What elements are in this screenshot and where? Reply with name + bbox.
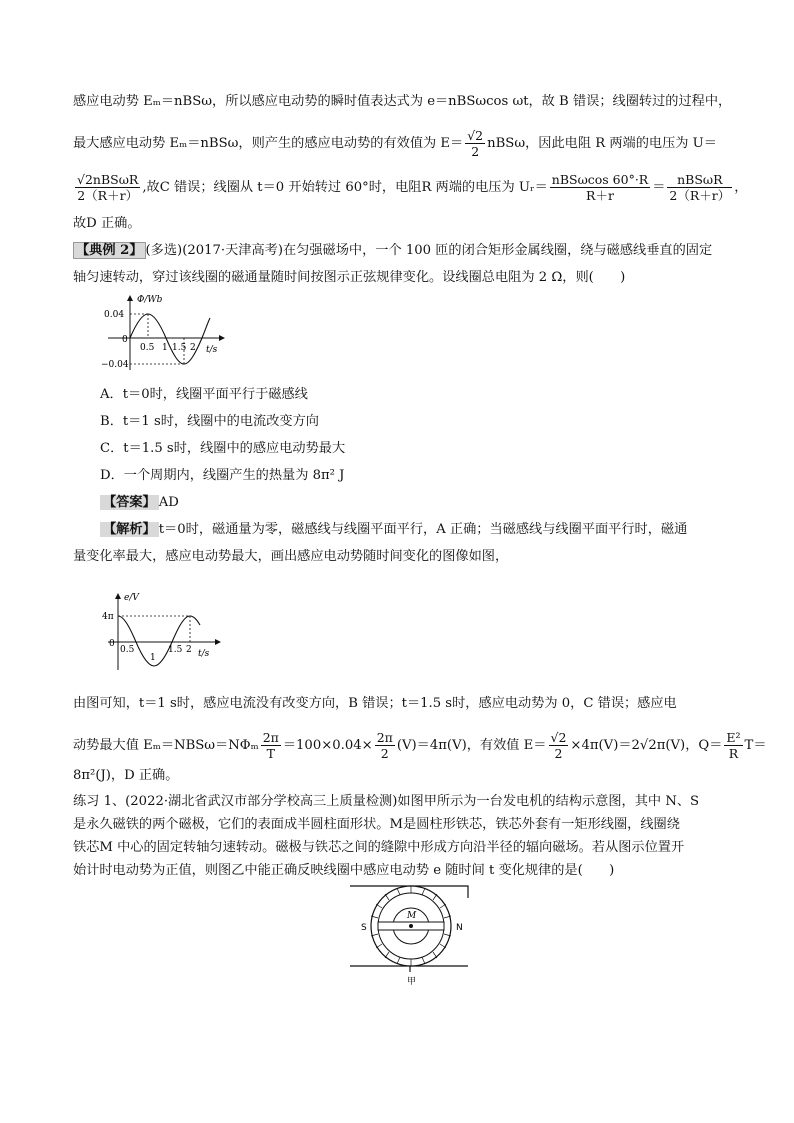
denominator: 2 xyxy=(380,746,389,761)
emf-time-graph xyxy=(100,590,226,670)
fraction xyxy=(724,730,742,761)
text-span: t＝0时，磁通量为零，磁感线与线圈平面平行，A 正确；当磁感线与线圈平面平行时，磁通 xyxy=(158,522,688,537)
numerator: √2 xyxy=(550,730,567,745)
text-span: ＝100×0.04× xyxy=(282,738,373,753)
text-line: 由图可知，t＝1 s时，感应电流没有改变方向，B 错误；t＝1.5 s时，感应电动势为 0，C 错误；感应电 xyxy=(73,696,677,711)
fraction xyxy=(667,172,732,203)
option-b: B．t＝1 s时，线圈中的电流改变方向 xyxy=(100,414,319,429)
text-span: T＝ xyxy=(744,738,767,753)
answer-text: AD xyxy=(158,495,179,510)
text-line: 铁芯M 中心的固定转轴匀速转动。磁极与铁芯之间的缝隙中形成方向沿半径的辐向磁场。若从图示位置开 xyxy=(73,840,685,855)
denominator: 2 xyxy=(554,746,563,761)
denominator: 2（R＋r） xyxy=(77,188,139,203)
numerator: 2π xyxy=(262,730,279,745)
y-tick: 0.04 xyxy=(104,310,125,320)
diagram-caption: 甲 xyxy=(407,977,417,987)
denominator: R xyxy=(728,746,739,761)
generator-diagram xyxy=(340,880,480,988)
fraction xyxy=(550,172,650,203)
y-tick: 4π xyxy=(102,612,114,622)
text-line xyxy=(100,520,687,540)
denominator: 2 xyxy=(471,144,480,159)
text-span: ×4π(V)＝2√2π(V)，Q＝ xyxy=(570,738,723,753)
numerator: nBSωcos 60°·R xyxy=(551,172,649,187)
fraction xyxy=(261,730,281,761)
fraction xyxy=(465,128,485,159)
x-tick: 2 xyxy=(186,645,192,655)
text-line: 8π²(J)，D 正确。 xyxy=(73,768,179,783)
denominator: 2（R＋r） xyxy=(669,188,731,203)
x-tick: 2 xyxy=(190,343,196,353)
text-span: nBSω，因此电阻 R 两端的电压为 U＝ xyxy=(487,136,717,151)
x-tick: 1 xyxy=(150,653,156,663)
fraction xyxy=(549,730,569,761)
flux-time-graph xyxy=(100,292,230,374)
option-c: C．t＝1.5 s时，线圈中的感应电动势最大 xyxy=(100,441,346,456)
text-line: 感应电动势 Eₘ＝nBSω，所以感应电动势的瞬时值表达式为 e＝nBSωcos ωt，故 B 错误；线圈转过的过程中， xyxy=(73,94,732,109)
numerator: √2 xyxy=(467,128,484,143)
example-tag: 【典例 2】 xyxy=(73,242,146,259)
analysis-tag: 【解析】 xyxy=(100,522,159,537)
text-span: ， xyxy=(734,180,748,195)
text-line: 是永久磁铁的两个磁极，它们的表面成半圆柱面形状。M是圆柱形铁芯，铁芯外套有一矩形线圈，线圈绕 xyxy=(73,817,680,832)
text-line: 轴匀速转动，穿过该线圈的磁通量随时间按图示正弦规律变化。设线圈总电阻为 2 Ω，则( ) xyxy=(73,270,626,285)
text-line xyxy=(73,241,712,261)
origin-label: 0 xyxy=(122,335,128,345)
option-a: A．t＝0时，线圈平面平行于磁感线 xyxy=(100,387,308,402)
fraction xyxy=(75,172,140,203)
x-axis-label: t/s xyxy=(206,345,218,355)
text-span: ,故C 错误；线圈从 t＝0 开始转过 60°时，电阻R 两端的电压为 Uᵣ＝ xyxy=(142,180,548,195)
x-tick: 0.5 xyxy=(120,645,135,655)
y-axis-label: e/V xyxy=(124,593,139,603)
fraction xyxy=(375,730,395,761)
option-d: D．一个周期内，线圈产生的热量为 8π² J xyxy=(100,468,345,483)
text-span: 最大感应电动势 Eₘ＝nBSω，则产生的感应电动势的有效值为 E＝ xyxy=(73,136,464,151)
numerator: E² xyxy=(726,730,741,745)
x-tick: 1.5 xyxy=(168,645,183,655)
text-line: 练习 1、(2022·湖北省武汉市部分学校高三上质量检测)如图甲所示为一台发电机的结构示意图，其中 N、S xyxy=(73,794,700,809)
answer-tag: 【答案】 xyxy=(100,495,159,510)
text-line: 量变化率最大，感应电动势最大，画出感应电动势随时间变化的图像如图， xyxy=(73,549,509,564)
text-span: (V)＝4π(V)，有效值 E＝ xyxy=(396,738,547,753)
denominator: R＋r xyxy=(586,188,614,203)
text-span: 动势最大值 Eₘ＝NBSω＝NΦₘ xyxy=(73,738,259,753)
text-span: (多选)(2017·天津高考)在匀强磁场中，一个 100 匝的闭合矩形金属线圈，绕与磁感线垂直的固定 xyxy=(145,243,713,258)
text-span: ＝ xyxy=(652,180,666,195)
denominator: T xyxy=(266,746,275,761)
x-tick: 1.5 xyxy=(172,343,187,353)
core-label: M xyxy=(407,911,417,921)
text-line xyxy=(73,730,767,761)
numerator: 2π xyxy=(376,730,393,745)
origin-label: 0 xyxy=(109,639,115,649)
x-axis-label: t/s xyxy=(198,649,210,659)
numerator: √2nBSωR xyxy=(77,172,139,187)
text-line xyxy=(73,172,747,203)
x-tick: 0.5 xyxy=(140,343,155,353)
flux-curve xyxy=(130,314,210,364)
pole-label-n: N xyxy=(456,923,463,933)
text-line xyxy=(73,128,717,159)
numerator: nBSωR xyxy=(667,172,732,188)
y-tick: −0.04 xyxy=(101,360,129,370)
emf-curve xyxy=(118,616,200,666)
text-line: 始计时电动势为正值，则图乙中能正确反映线圈中感应电动势 e 随时间 t 变化规律的是( ) xyxy=(73,863,615,878)
y-axis-label: Φ/Wb xyxy=(137,295,163,305)
text-line: 故D 正确。 xyxy=(73,216,141,231)
x-tick: 1 xyxy=(162,343,168,353)
pole-label-s: S xyxy=(361,923,367,933)
answer-line xyxy=(100,493,179,513)
